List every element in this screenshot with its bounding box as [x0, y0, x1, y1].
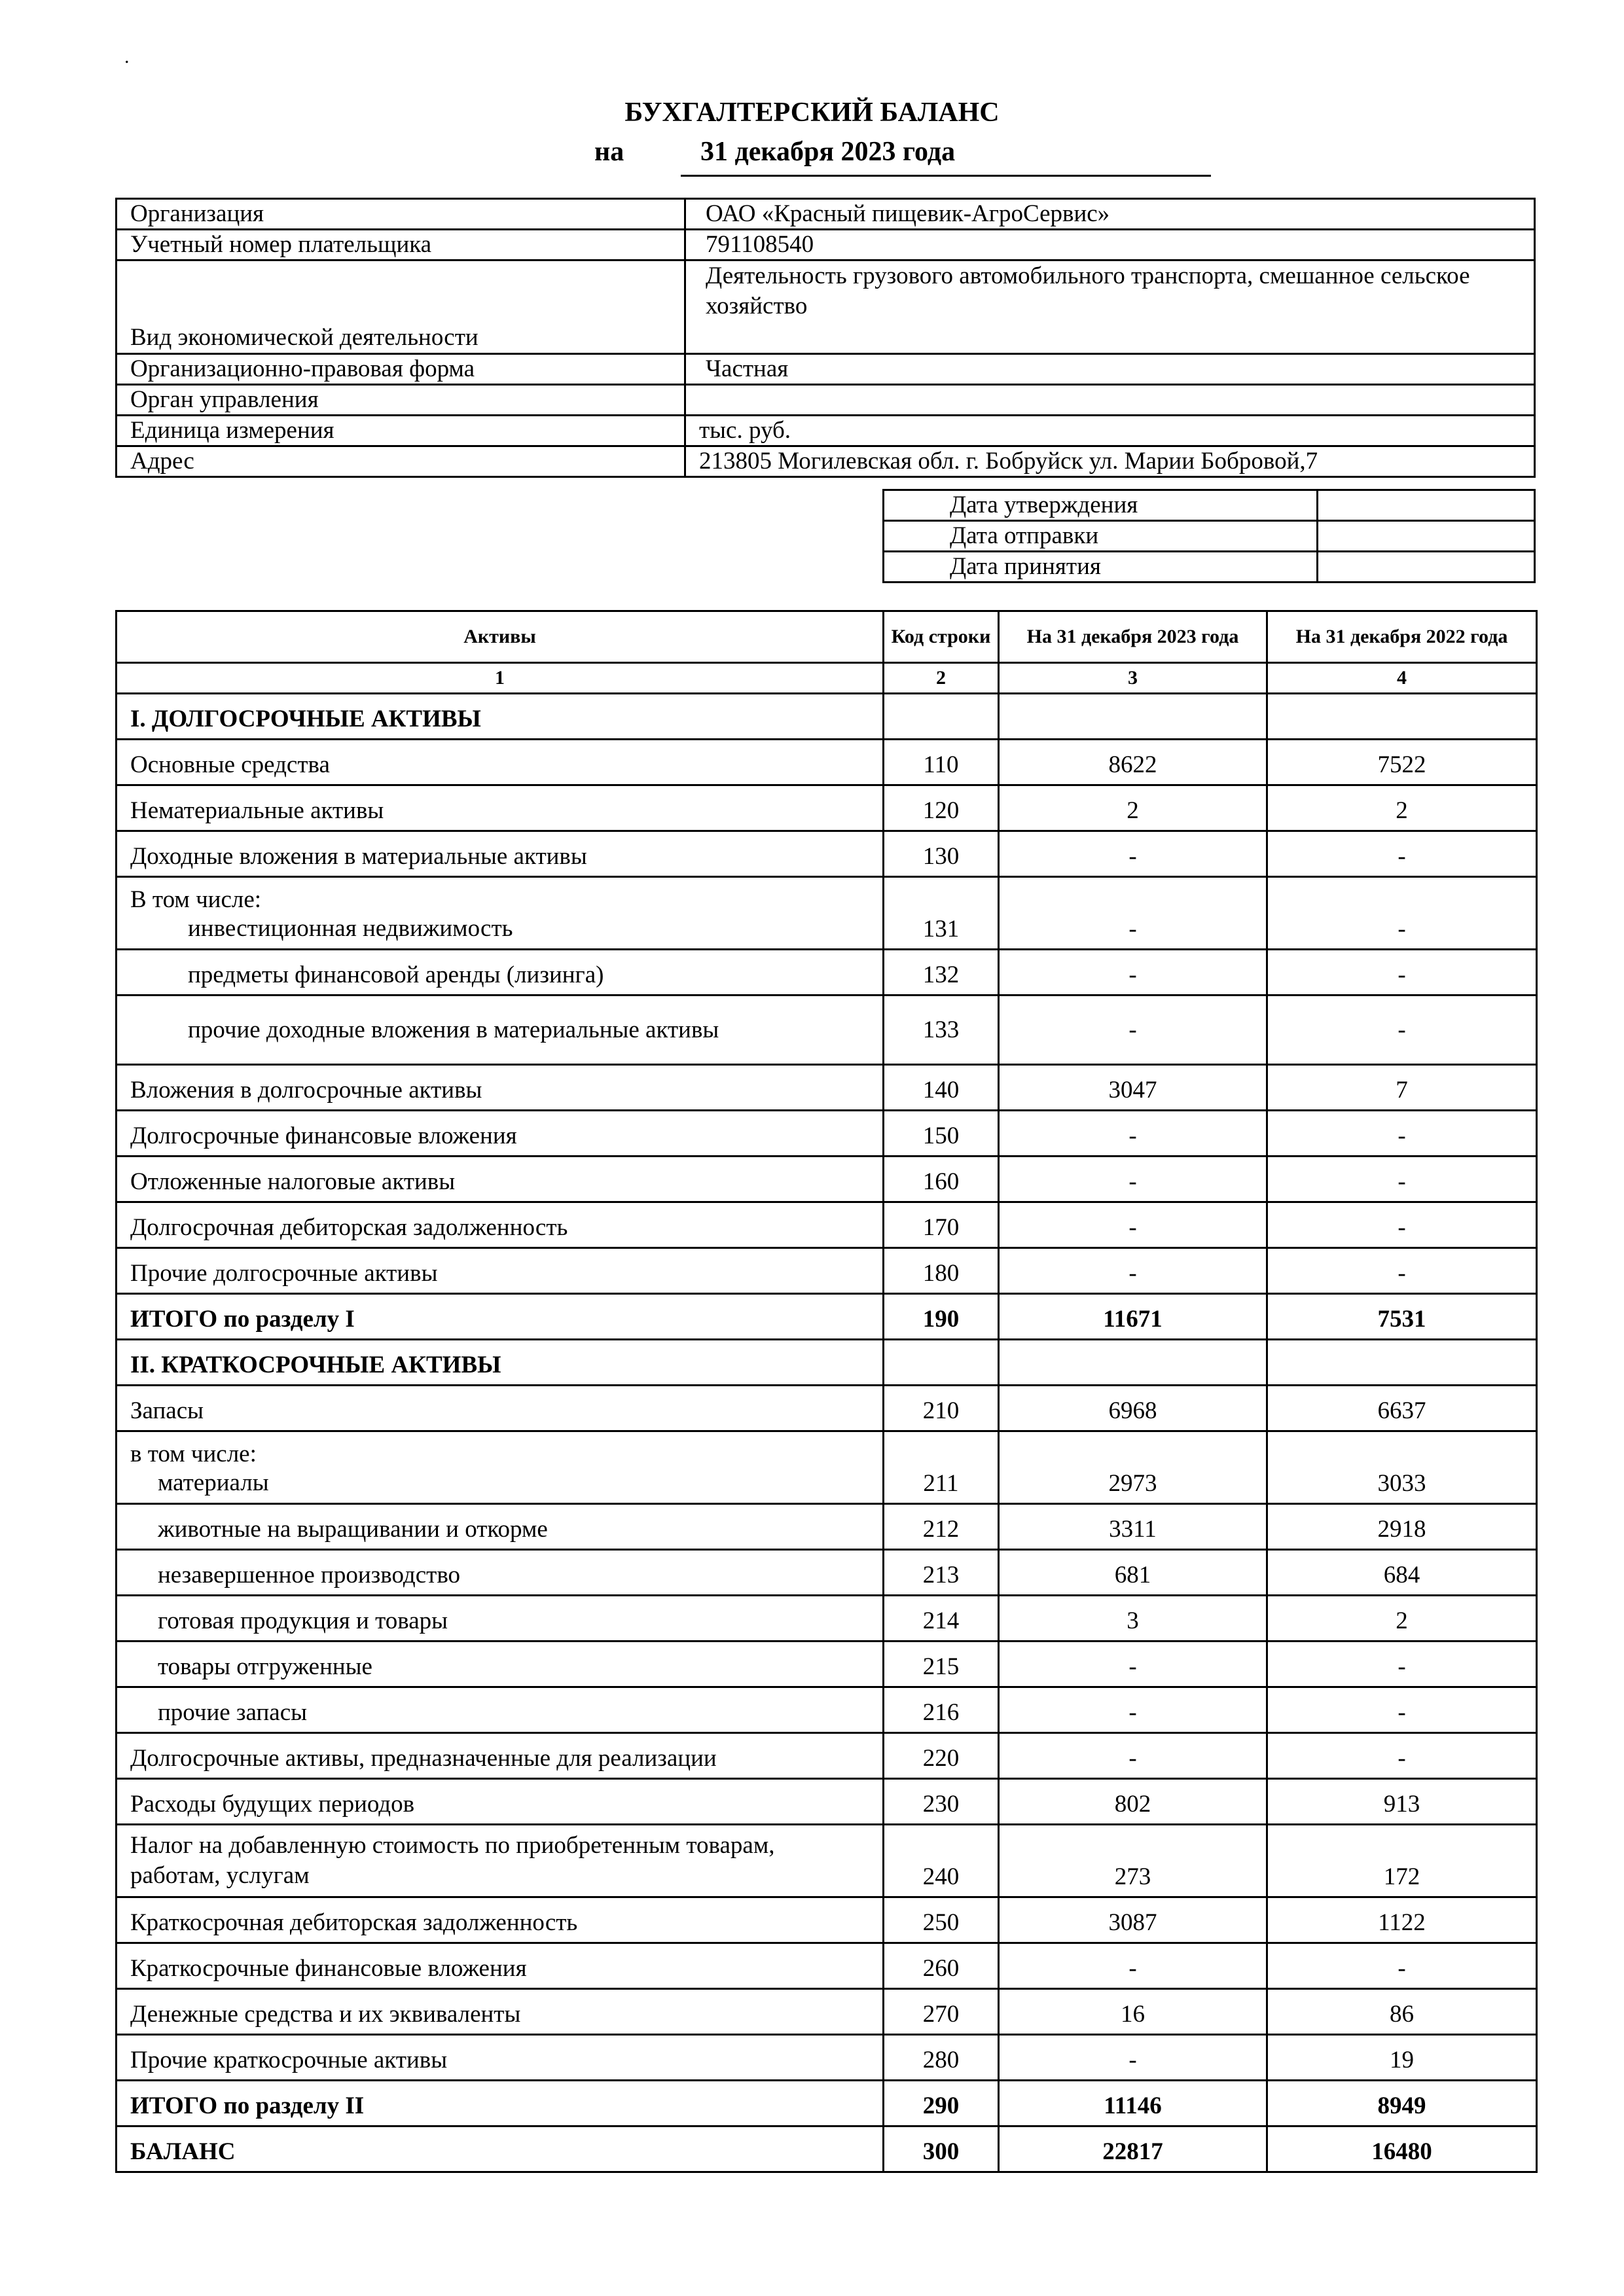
- value-2022: 8949: [1267, 2081, 1537, 2126]
- table-row: [117, 2035, 1537, 2081]
- value-2023: -: [999, 1111, 1267, 1157]
- row-code: 216: [884, 1687, 999, 1733]
- value-2022: 19: [1267, 2035, 1537, 2081]
- column-number: 2: [884, 663, 999, 694]
- value-2023: -: [999, 1733, 1267, 1779]
- table-row: [117, 1733, 1537, 1779]
- row-name: БАЛАНС: [117, 2126, 884, 2172]
- balance-sheet-table: [115, 610, 1538, 2173]
- row-code: 170: [884, 1202, 999, 1248]
- value-2023: 11146: [999, 2081, 1267, 2126]
- row-name: инвестиционная недвижимость: [188, 915, 513, 942]
- table-row: [117, 1550, 1537, 1596]
- row-code: 290: [884, 2081, 999, 2126]
- row-code: 131: [884, 877, 999, 950]
- info-row: [117, 354, 1535, 385]
- header-2022: На 31 декабря 2022 года: [1267, 611, 1537, 663]
- including-label: в том числе:: [130, 1441, 257, 1467]
- info-value: Деятельность грузового автомобильного транспорта, смешанное сельское хозяйство: [685, 260, 1535, 354]
- value-2022: -: [1267, 877, 1537, 950]
- info-value: тыс. руб.: [685, 416, 1535, 446]
- row-code: 140: [884, 1065, 999, 1111]
- value-2022: -: [1267, 1733, 1537, 1779]
- row-code: 260: [884, 1943, 999, 1989]
- row-name: Краткосрочные финансовые вложения: [117, 1943, 884, 1989]
- row-code: 130: [884, 831, 999, 877]
- value-2023: 6968: [999, 1386, 1267, 1431]
- total-row: [117, 2081, 1537, 2126]
- info-value: 213805 Могилевская обл. г. Бобруйск ул. Марии Бобровой,7: [685, 446, 1535, 477]
- table-row: [117, 740, 1537, 785]
- header-code: Код строки: [884, 611, 999, 663]
- row-name: Прочие долгосрочные активы: [117, 1248, 884, 1294]
- date-prefix: на: [594, 137, 624, 167]
- row-name: материалы: [158, 1469, 269, 1496]
- value-2023: -: [999, 1248, 1267, 1294]
- value-2022: -: [1267, 1248, 1537, 1294]
- row-name: Расходы будущих периодов: [117, 1779, 884, 1825]
- value-2022: -: [1267, 831, 1537, 877]
- row-code: 220: [884, 1733, 999, 1779]
- table-row: [117, 1157, 1537, 1202]
- info-label: Адрес: [117, 446, 685, 477]
- info-value: Частная: [685, 354, 1535, 385]
- row-name: прочие запасы: [117, 1687, 884, 1733]
- value-2022: 2: [1267, 785, 1537, 831]
- row-name: Прочие краткосрочные активы: [117, 2035, 884, 2081]
- info-row: [117, 385, 1535, 416]
- value-2023: 681: [999, 1550, 1267, 1596]
- document-title: БУХГАЛТЕРСКИЙ БАЛАНС: [624, 98, 1000, 128]
- info-label: Организация: [117, 199, 685, 230]
- row-code: 280: [884, 2035, 999, 2081]
- value-2023: -: [999, 2035, 1267, 2081]
- row-name: Основные средства: [117, 740, 884, 785]
- table-row: [117, 1641, 1537, 1687]
- value-2022: -: [1267, 996, 1537, 1065]
- report-date: 31 декабря 2023 года: [681, 136, 1211, 177]
- row-code: 190: [884, 1294, 999, 1340]
- row-name: Доходные вложения в материальные активы: [117, 831, 884, 877]
- value-2023: -: [999, 1943, 1267, 1989]
- date-label: Дата утверждения: [884, 490, 1318, 521]
- value-2022: 913: [1267, 1779, 1537, 1825]
- row-name: Долгосрочные финансовые вложения: [117, 1111, 884, 1157]
- column-number: 4: [1267, 663, 1537, 694]
- dates-table: [882, 489, 1536, 583]
- table-row: [117, 1386, 1537, 1431]
- table-row: [117, 1202, 1537, 1248]
- info-label: Учетный номер плательщика: [117, 230, 685, 260]
- table-row: [117, 950, 1537, 996]
- value-2023: 2973: [999, 1431, 1267, 1504]
- row-name: Краткосрочная дебиторская задолженность: [117, 1897, 884, 1943]
- value-2022: -: [1267, 950, 1537, 996]
- row-code: 213: [884, 1550, 999, 1596]
- organization-info-table: [115, 198, 1536, 478]
- table-row: [117, 1897, 1537, 1943]
- row-name: Вложения в долгосрочные активы: [117, 1065, 884, 1111]
- table-row: [117, 1687, 1537, 1733]
- info-value: ОАО «Красный пищевик-АгроСервис»: [685, 199, 1535, 230]
- info-label: Орган управления: [117, 385, 685, 416]
- row-code: 133: [884, 996, 999, 1065]
- info-row: [117, 260, 1535, 354]
- row-name: Денежные средства и их эквиваленты: [117, 1989, 884, 2035]
- date-label: Дата отправки: [884, 521, 1318, 552]
- section-title: II. КРАТКОСРОЧНЫЕ АКТИВЫ: [117, 1340, 884, 1386]
- row-name: ИТОГО по разделу I: [117, 1294, 884, 1340]
- row-name: прочие доходные вложения в материальные активы: [117, 996, 884, 1065]
- value-2022: -: [1267, 1641, 1537, 1687]
- row-name: Налог на добавленную стоимость по приобретенным товарам, работам, услугам: [117, 1825, 884, 1897]
- balance-total-row: [117, 2126, 1537, 2172]
- value-2022: 172: [1267, 1825, 1537, 1897]
- value-2023: -: [999, 1202, 1267, 1248]
- info-label: Вид экономической деятельности: [117, 260, 685, 354]
- column-number: 3: [999, 663, 1267, 694]
- value-2022: -: [1267, 1202, 1537, 1248]
- row-code: 250: [884, 1897, 999, 1943]
- value-2022: 7522: [1267, 740, 1537, 785]
- column-number: 1: [117, 663, 884, 694]
- table-header-row: [117, 611, 1537, 663]
- table-row: [117, 1431, 1537, 1504]
- table-row: [117, 1065, 1537, 1111]
- value-2023: 3087: [999, 1897, 1267, 1943]
- row-name: Запасы: [117, 1386, 884, 1431]
- value-2022: 1122: [1267, 1897, 1537, 1943]
- row-name-group: [117, 877, 884, 950]
- table-row: [117, 1596, 1537, 1641]
- row-name: Долгосрочная дебиторская задолженность: [117, 1202, 884, 1248]
- value-2022: 7: [1267, 1065, 1537, 1111]
- value-2022: 86: [1267, 1989, 1537, 2035]
- value-2023: -: [999, 996, 1267, 1065]
- including-label: В том числе:: [130, 886, 262, 913]
- info-value: 791108540: [685, 230, 1535, 260]
- value-2023: -: [999, 877, 1267, 950]
- total-row: [117, 1294, 1537, 1340]
- row-code: 300: [884, 2126, 999, 2172]
- row-code: 214: [884, 1596, 999, 1641]
- row-code: 270: [884, 1989, 999, 2035]
- table-row: [117, 785, 1537, 831]
- row-code: 215: [884, 1641, 999, 1687]
- value-2023: 11671: [999, 1294, 1267, 1340]
- table-row: [117, 1779, 1537, 1825]
- table-row: [117, 1111, 1537, 1157]
- info-label: Организационно-правовая форма: [117, 354, 685, 385]
- table-row: [117, 1989, 1537, 2035]
- section-title: I. ДОЛГОСРОЧНЫЕ АКТИВЫ: [117, 694, 884, 740]
- row-code: 210: [884, 1386, 999, 1431]
- row-name: ИТОГО по разделу II: [117, 2081, 884, 2126]
- row-name: предметы финансовой аренды (лизинга): [117, 950, 884, 996]
- value-2023: -: [999, 831, 1267, 877]
- row-name: Долгосрочные активы, предназначенные для реализации: [117, 1733, 884, 1779]
- value-2023: -: [999, 1687, 1267, 1733]
- value-2022: 2: [1267, 1596, 1537, 1641]
- row-code: 180: [884, 1248, 999, 1294]
- date-value: [1318, 521, 1535, 552]
- date-label: Дата принятия: [884, 552, 1318, 583]
- row-code: 230: [884, 1779, 999, 1825]
- info-row: [117, 199, 1535, 230]
- date-row: [884, 552, 1535, 583]
- row-code: 110: [884, 740, 999, 785]
- value-2023: 3311: [999, 1504, 1267, 1550]
- value-2023: -: [999, 1157, 1267, 1202]
- date-row: [884, 490, 1535, 521]
- info-row: [117, 446, 1535, 477]
- value-2023: -: [999, 950, 1267, 996]
- value-2023: 22817: [999, 2126, 1267, 2172]
- value-2023: -: [999, 1641, 1267, 1687]
- stray-dot: .: [124, 46, 130, 67]
- row-code: 132: [884, 950, 999, 996]
- value-2022: 2918: [1267, 1504, 1537, 1550]
- info-row: [117, 416, 1535, 446]
- row-name: животные на выращивании и откорме: [117, 1504, 884, 1550]
- value-2022: 3033: [1267, 1431, 1537, 1504]
- info-value: [685, 385, 1535, 416]
- info-row: [117, 230, 1535, 260]
- value-2023: 16: [999, 1989, 1267, 2035]
- row-name: товары отгруженные: [117, 1641, 884, 1687]
- value-2022: 6637: [1267, 1386, 1537, 1431]
- value-2023: 3: [999, 1596, 1267, 1641]
- row-code: 160: [884, 1157, 999, 1202]
- value-2022: 16480: [1267, 2126, 1537, 2172]
- row-name-group: [117, 1431, 884, 1504]
- value-2022: 7531: [1267, 1294, 1537, 1340]
- value-2022: -: [1267, 1943, 1537, 1989]
- header-assets: Активы: [117, 611, 884, 663]
- row-code: 240: [884, 1825, 999, 1897]
- table-row: [117, 996, 1537, 1065]
- table-row: [117, 1504, 1537, 1550]
- value-2023: 2: [999, 785, 1267, 831]
- section-title-row: [117, 1340, 1537, 1386]
- date-value: [1318, 490, 1535, 521]
- value-2022: -: [1267, 1687, 1537, 1733]
- table-row: [117, 1825, 1537, 1897]
- value-2022: -: [1267, 1111, 1537, 1157]
- row-code: 212: [884, 1504, 999, 1550]
- row-name: незавершенное производство: [117, 1550, 884, 1596]
- value-2022: -: [1267, 1157, 1537, 1202]
- row-name: Отложенные налоговые активы: [117, 1157, 884, 1202]
- info-label: Единица измерения: [117, 416, 685, 446]
- value-2022: 684: [1267, 1550, 1537, 1596]
- column-number-row: [117, 663, 1537, 694]
- value-2023: 3047: [999, 1065, 1267, 1111]
- section-title-row: [117, 694, 1537, 740]
- row-code: 150: [884, 1111, 999, 1157]
- row-name: готовая продукция и товары: [117, 1596, 884, 1641]
- date-row: [884, 521, 1535, 552]
- value-2023: 802: [999, 1779, 1267, 1825]
- value-2023: 273: [999, 1825, 1267, 1897]
- row-code: 211: [884, 1431, 999, 1504]
- header-2023: На 31 декабря 2023 года: [999, 611, 1267, 663]
- table-row: [117, 1248, 1537, 1294]
- table-row: [117, 1943, 1537, 1989]
- row-code: 120: [884, 785, 999, 831]
- value-2023: 8622: [999, 740, 1267, 785]
- table-row: [117, 831, 1537, 877]
- date-value: [1318, 552, 1535, 583]
- table-row: [117, 877, 1537, 950]
- row-name: Нематериальные активы: [117, 785, 884, 831]
